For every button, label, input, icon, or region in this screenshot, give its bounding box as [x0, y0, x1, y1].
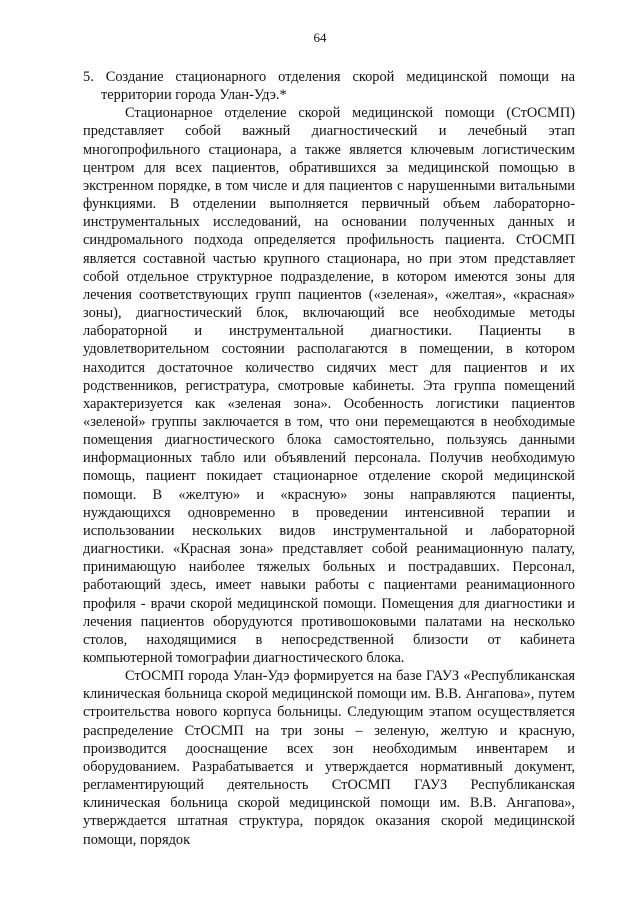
paragraph-ulan-ude-formation: СтОСМП города Улан-Удэ формируется на базе ГАУЗ «Республиканская клиническая больница скорой медицинской помощи им. В.В. Ангапова», путем строительства нового корпуса больницы. Следующим этапом осуществляется распределение СтОСМП на три зоны – зеленую, желтую и красную, производится дооснащение всех зон необходимым инвентарем и оборудованием. Разрабатывается и утверждается нормативный документ, регламентирующий деятельность СтОСМП ГАУЗ Республиканская клиническая больница скорой медицинской помощи им. В.В. Ангапова», утверждается штатная структура, порядок оказания скорой медицинской помощи, порядок [83, 668, 575, 848]
section-heading: 5. Создание стационарного отделения скорой медицинской помощи на территории города Улан-Удэ.* [83, 69, 575, 104]
paragraph-department-description: Стационарное отделение скорой медицинской помощи (СтОСМП) представляет собой важный диагностический и лечебный этап многопрофильного стационара, а также является ключевым логистическим центром для всех пациентов, обратившихся за медицинской помощью в экстренном порядке, в том числе и для пациентов с нарушенными витальными функциями. В отделении выполняется первичный объем лабораторно-инструментальных исследований, на основании полученных данных и синдромального подхода определяется профильность пациента. СтОСМП является составной частью крупного стационара, но при этом представляет собой отдельное структурное подразделение, в котором имеются зоны для лечения соответствующих групп пациентов («зеленая», «желтая», «красная» зоны), диагностический блок, включающий все необходимые методы лабораторной и инструментальной диагностики. Пациенты в удовлетворительном состоянии располагаются в помещении, в котором находится достаточное количество сидячих мест для пациентов и их родственников, регистратура, смотровые кабинеты. Эта группа помещений характеризуется как «зеленая зона». Особенность логистики пациентов «зеленой» группы заключается в том, что они перемещаются в необходимые помещения диагностического блока самостоятельно, пользуясь данными информационных табло или объявлений персонала. Получив необходимую помощь, пациент покидает стационарное отделение скорой медицинской помощи. В «желтую» и «красную» зоны направляются пациенты, нуждающихся одновременно в проведении интенсивной терапии и использовании нескольких видов инструментальной и лабораторной диагностики. «Красная зона» представляет собой реанимационную палату, принимающую наиболее тяжелых больных и пострадавших. Персонал, работающий здесь, имеет навыки работы с пациентами реанимационного профиля - врачи скорой медицинской помощи. Помещения для диагностики и лечения пациентов оборудуются противошоковыми палатами на несколько столов, находящимися в непосредственной близости от кабинета компьютерной томографии диагностического блока. [83, 105, 575, 666]
page-number: 64 [313, 30, 327, 45]
document-body [83, 68, 575, 849]
